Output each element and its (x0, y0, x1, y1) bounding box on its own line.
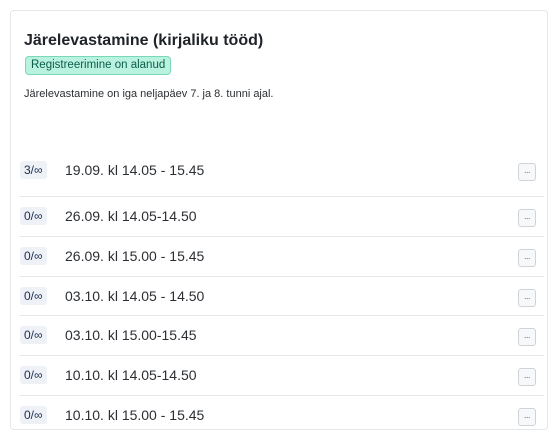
event-title: Järelevastamine (kirjaliku tööd) (24, 32, 264, 49)
more-options-button[interactable]: ... (518, 289, 536, 307)
time-slot-row[interactable] (20, 315, 544, 354)
registration-count-badge: 0/∞ (20, 207, 47, 225)
time-slot-row[interactable] (20, 236, 544, 275)
time-slot-row[interactable] (20, 355, 544, 394)
time-slot-label: 10.10. kl 15.00 - 15.45 (65, 407, 205, 423)
time-slot-row[interactable] (20, 196, 544, 235)
event-description: Järelevastamine on iga neljapäev 7. ja 8. tunni ajal. (24, 88, 274, 100)
registration-count-badge: 0/∞ (20, 366, 47, 384)
more-options-button[interactable]: ... (518, 368, 536, 386)
more-options-button[interactable]: ... (518, 163, 536, 181)
more-options-button[interactable]: ... (518, 209, 536, 227)
registration-status-badge: Registreerimine on alanud (25, 56, 171, 75)
registration-count-badge: 0/∞ (20, 326, 47, 344)
more-options-button[interactable]: ... (518, 408, 536, 426)
time-slot-label: 10.10. kl 14.05-14.50 (65, 367, 197, 383)
time-slot-label: 26.09. kl 14.05-14.50 (65, 208, 197, 224)
time-slot-row[interactable] (20, 276, 544, 315)
registration-count-badge: 0/∞ (20, 287, 47, 305)
registration-count-badge: 0/∞ (20, 406, 47, 424)
time-slot-row[interactable] (20, 395, 544, 430)
registration-count-badge: 0/∞ (20, 247, 47, 265)
more-options-button[interactable]: ... (518, 328, 536, 346)
time-slot-row[interactable] (20, 151, 544, 189)
time-slot-label: 26.09. kl 15.00 - 15.45 (65, 248, 205, 264)
event-card (10, 10, 548, 430)
registration-count-badge: 3/∞ (20, 161, 47, 179)
time-slot-label: 19.09. kl 14.05 - 15.45 (65, 162, 205, 178)
time-slot-label: 03.10. kl 15.00-15.45 (65, 327, 197, 343)
more-options-button[interactable]: ... (518, 249, 536, 267)
time-slot-label: 03.10. kl 14.05 - 14.50 (65, 288, 205, 304)
